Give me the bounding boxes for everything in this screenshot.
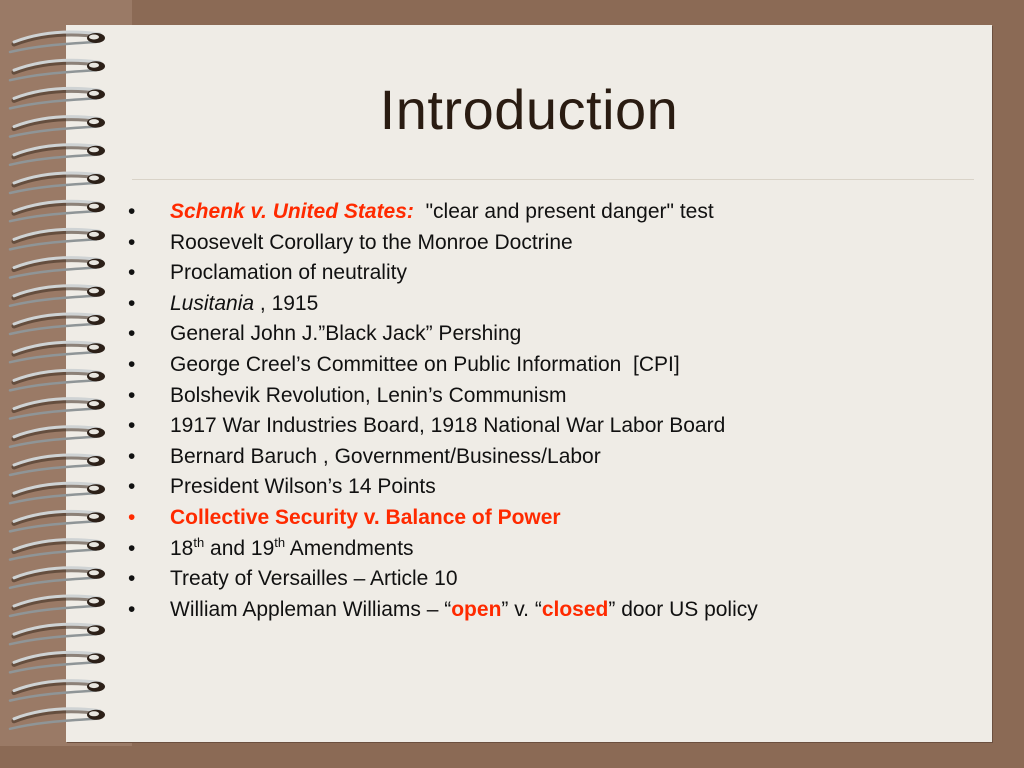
bullet-marker: •: [128, 230, 136, 254]
spiral-ring: [10, 342, 105, 362]
list-item-text: 1917 War Industries Board, 1918 National War Labor Board: [170, 414, 726, 438]
spiral-ring: [10, 201, 105, 221]
list-item-text: Amendments: [285, 536, 414, 560]
spiral-ring: [10, 709, 105, 729]
list-item: [128, 197, 968, 228]
list-item-text: 18: [170, 536, 194, 560]
spiral-ring: [10, 60, 105, 80]
open-keyword: open: [451, 597, 502, 621]
highlighted-item-text: Collective Security v. Balance of Power: [170, 505, 561, 529]
list-item: [128, 503, 968, 534]
bullet-marker: •: [128, 352, 136, 376]
bullet-marker: •: [128, 536, 136, 560]
closed-keyword: closed: [541, 597, 609, 621]
list-item: [128, 564, 968, 595]
spiral-ring: [10, 652, 105, 672]
list-item: [128, 381, 968, 412]
list-item: [128, 442, 968, 473]
slide-title: Introduction: [379, 78, 679, 141]
spiral-ring: [10, 117, 105, 137]
spiral-ring: [10, 229, 105, 249]
bullet-marker: •: [128, 505, 136, 529]
list-item-text: George Creel’s Committee on Public Information [CPI]: [170, 352, 680, 376]
list-item-text: Treaty of Versailles – Article 10: [170, 567, 458, 591]
bullet-marker: •: [128, 261, 136, 285]
spiral-ring: [10, 145, 105, 165]
bullet-list: [128, 197, 968, 625]
spiral-ring: [10, 88, 105, 108]
spiral-ring: [10, 173, 105, 193]
list-item-text: President Wilson’s 14 Points: [170, 475, 436, 499]
list-item: [128, 534, 968, 565]
bullet-marker: •: [128, 291, 136, 315]
spiral-ring: [10, 568, 105, 588]
spiral-ring: [10, 286, 105, 306]
list-item: [128, 319, 968, 350]
spiral-ring: [10, 455, 105, 475]
spiral-ring: [10, 258, 105, 278]
spiral-ring: [10, 540, 105, 560]
list-item-text: Bolshevik Revolution, Lenin’s Communism: [170, 383, 567, 407]
bullet-marker: •: [128, 383, 136, 407]
list-item: [128, 289, 968, 320]
bullet-marker: •: [128, 200, 136, 223]
bullet-marker: •: [128, 475, 136, 499]
list-item: [128, 472, 968, 503]
list-item: [128, 411, 968, 442]
list-item-text: Roosevelt Corollary to the Monroe Doctrine: [170, 230, 573, 254]
spiral-ring: [10, 314, 105, 334]
spiral-ring: [10, 681, 105, 701]
ship-name: Lusitania: [170, 291, 255, 315]
list-item: [128, 350, 968, 381]
spiral-ring: [10, 32, 105, 52]
list-item-text: Bernard Baruch , Government/Business/Labor: [170, 444, 601, 468]
spiral-binding: [0, 0, 140, 768]
superscript: th: [274, 534, 286, 550]
spiral-ring: [10, 483, 105, 503]
case-name: Schenk v. United States: [170, 200, 407, 223]
list-item-text: General John J.”Black Jack” Pershing: [170, 322, 522, 346]
list-item-text: and 19: [204, 536, 275, 560]
list-item-text: William Appleman Williams – “: [170, 597, 452, 621]
list-item-text: ” v. “: [501, 597, 542, 621]
spiral-ring: [10, 399, 105, 419]
bullet-marker: •: [128, 414, 136, 438]
bullet-marker: •: [128, 567, 136, 591]
list-item-text: , 1915: [254, 291, 319, 315]
list-item: [128, 595, 968, 626]
superscript: th: [193, 534, 205, 550]
list-item: [128, 228, 968, 259]
notebook-paper: [66, 25, 992, 742]
spiral-ring: [10, 596, 105, 616]
list-item-text: Proclamation of neutrality: [170, 261, 407, 285]
spiral-ring: [10, 370, 105, 390]
bullet-marker: •: [128, 444, 136, 468]
case-description: "clear and present danger" test: [413, 200, 714, 223]
spiral-ring: [10, 511, 105, 531]
case-colon: :: [406, 200, 414, 223]
bullet-marker: •: [128, 597, 136, 621]
bullet-marker: •: [128, 322, 136, 346]
spiral-ring: [10, 427, 105, 447]
list-item: [128, 258, 968, 289]
spiral-ring: [10, 624, 105, 644]
title-divider: [132, 179, 974, 180]
list-item-text: ” door US policy: [608, 597, 758, 621]
